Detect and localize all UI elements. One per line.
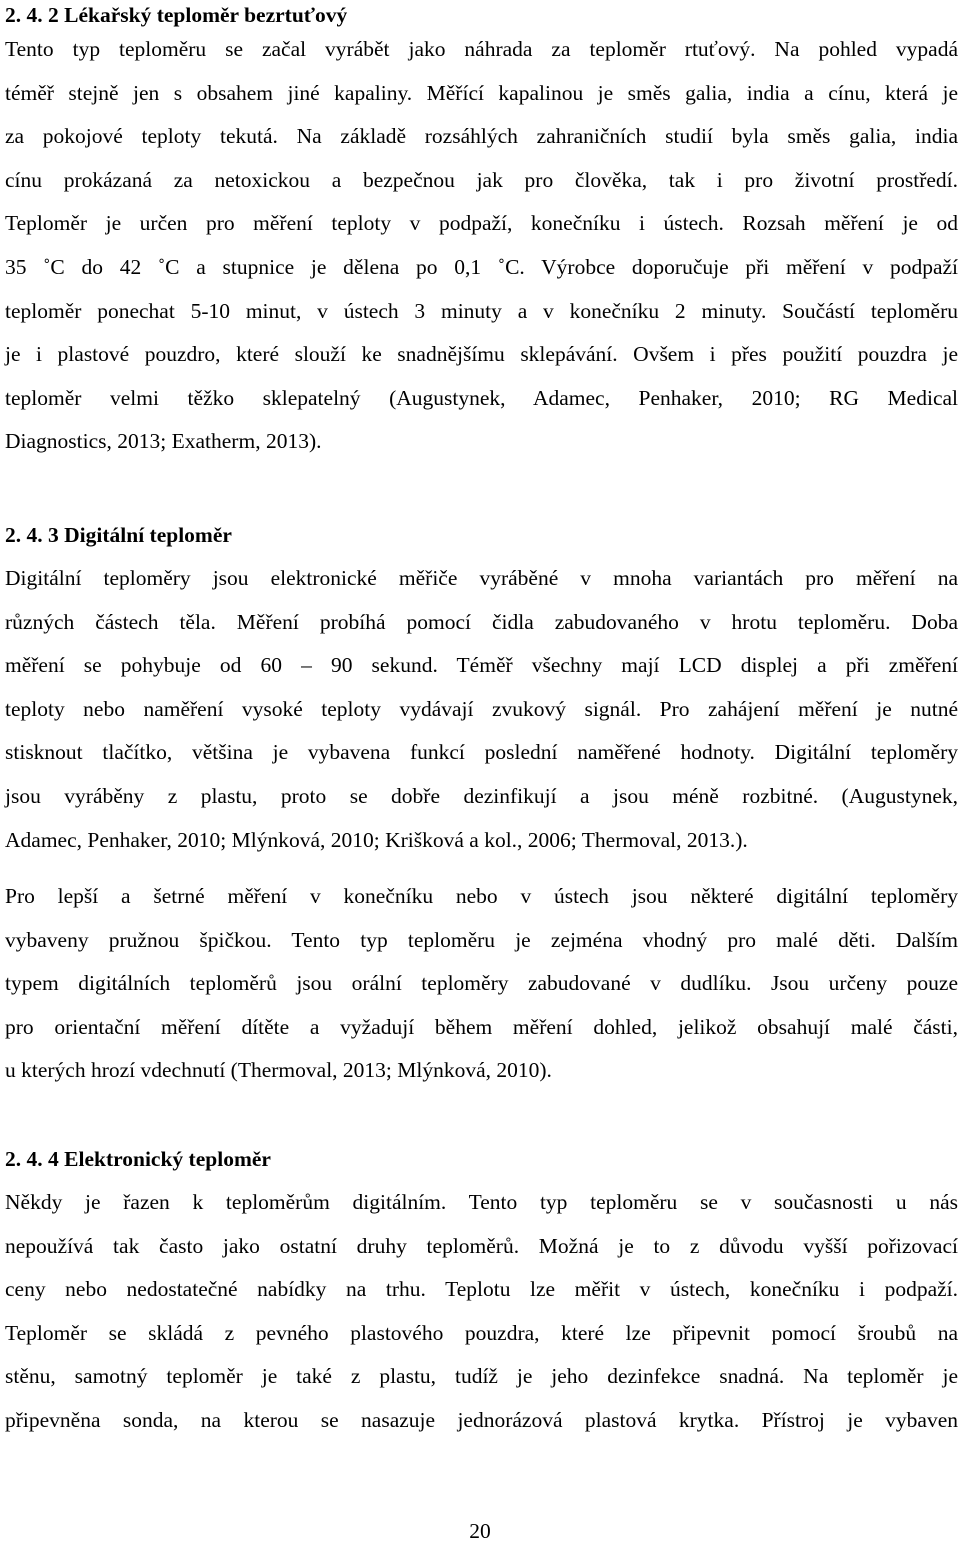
section-heading-2-4-3: 2. 4. 3 Digitální teploměr: [5, 523, 232, 547]
paragraph-2-4-4: [5, 1181, 958, 1443]
text-line: teploměr velmi těžko sklepatelný (Augustynek, Adamec, Penhaker, 2010; RG Medical: [5, 385, 958, 410]
text-line: teploty nebo naměření vysoké teploty vydávají zvukový signál. Pro zahájení měření je nutné: [5, 696, 958, 721]
text-line: vybaveny pružnou špičkou. Tento typ teploměru je zejména vhodný pro malé děti. Dalším: [5, 927, 958, 952]
text-line: Diagnostics, 2013; Exatherm, 2013).: [5, 429, 322, 454]
text-line: stěnu, samotný teploměr je také z plastu, tudíž je jeho dezinfekce snadná. Na teploměr je: [5, 1364, 958, 1389]
text-line: téměř stejně jen s obsahem jiné kapaliny. Měřící kapalinou je směs galia, india a cínu, která je: [5, 80, 958, 105]
section-heading-2-4-4: 2. 4. 4 Elektronický teploměr: [5, 1147, 271, 1171]
text-line: Teploměr je určen pro měření teploty v podpaží, konečníku i ústech. Rozsah měření je od: [5, 211, 958, 236]
text-line: stisknout tlačítko, většina je vybavena funkcí poslední naměřené hodnoty. Digitální teploměry: [5, 740, 958, 765]
text-line: Někdy je řazen k teploměrům digitálním. Tento typ teploměru se v současnosti u nás: [5, 1190, 958, 1214]
text-line: nepoužívá tak často jako ostatní druhy teploměrů. Možná je to z důvodu vyšší pořizovací: [5, 1233, 958, 1258]
text-line: u kterých hrozí vdechnutí (Thermoval, 2013; Mlýnková, 2010).: [5, 1058, 552, 1083]
text-line: měření se pohybuje od 60 – 90 sekund. Téměř všechny mají LCD displej a při změření: [5, 653, 958, 678]
text-line: 35 ˚C do 42 ˚C a stupnice je dělena po 0,1 ˚C. Výrobce doporučuje při měření v podpaží: [5, 254, 958, 279]
text-line: připevněna sonda, na kterou se nasazuje jednorázová plastová krytka. Přístroj je vybaven: [5, 1407, 958, 1432]
text-line: Pro lepší a šetrné měření v konečníku nebo v ústech jsou některé digitální teploměry: [5, 884, 958, 908]
paragraph-2-4-3-b: [5, 875, 958, 1093]
paragraph-2-4-2: [5, 28, 958, 464]
text-line: různých částech těla. Měření probíhá pomocí čidla zabudovaného v hrotu teploměru. Doba: [5, 609, 958, 634]
text-line: pro orientační měření dítěte a vyžadují během měření dohled, jelikož obsahují malé části,: [5, 1014, 958, 1039]
text-line: ceny nebo nedostatečné nabídky na trhu. Teplotu lze měřit v ústech, konečníku i podpaží.: [5, 1277, 958, 1302]
text-line: za pokojové teploty tekutá. Na základě rozsáhlých zahraničních studií byla směs galia, india: [5, 124, 958, 149]
page-number: 20: [469, 1519, 491, 1543]
text-line: Teploměr se skládá z pevného plastového pouzdra, které lze připevnit pomocí šroubů na: [5, 1320, 958, 1345]
text-line: jsou vyráběny z plastu, proto se dobře dezinfikují a jsou méně rozbitné. (Augustynek,: [5, 783, 958, 808]
text-line: cínu prokázaná za netoxickou a bezpečnou jak pro člověka, tak i pro životní prostředí.: [5, 167, 958, 192]
text-line: Adamec, Penhaker, 2010; Mlýnková, 2010; Krišková a kol., 2006; Thermoval, 2013.).: [5, 827, 748, 852]
section-heading-2-4-2: 2. 4. 2 Lékařský teploměr bezrtuťový: [5, 3, 348, 27]
text-line: typem digitálních teploměrů jsou orální teploměry zabudované v dudlíku. Jsou určeny pouze: [5, 971, 958, 996]
text-line: teploměr ponechat 5-10 minut, v ústech 3 minuty a v konečníku 2 minuty. Součástí teploměru: [5, 298, 958, 323]
text-line: je i plastové pouzdro, které slouží ke snadnějšímu sklepávání. Ovšem i přes použití pouzdra je: [5, 342, 958, 367]
text-line: Tento typ teploměru se začal vyrábět jako náhrada za teploměr rtuťový. Na pohled vypadá: [5, 37, 958, 61]
paragraph-2-4-3-a: [5, 557, 958, 862]
text-line: Digitální teploměry jsou elektronické měřiče vyráběné v mnoha variantách pro měření na: [5, 566, 958, 590]
